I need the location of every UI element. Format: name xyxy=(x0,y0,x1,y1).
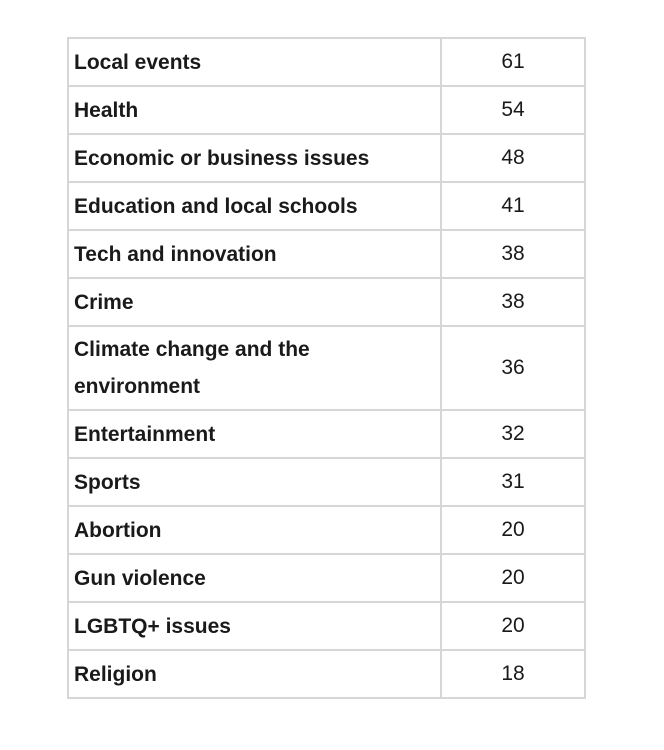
table-row xyxy=(68,38,585,86)
topic-value: 31 xyxy=(441,458,585,506)
topic-value: 20 xyxy=(441,602,585,650)
topic-label: Health xyxy=(68,86,441,134)
table-row xyxy=(68,554,585,602)
table-row xyxy=(68,458,585,506)
topic-value: 20 xyxy=(441,506,585,554)
table-row xyxy=(68,602,585,650)
topic-value: 41 xyxy=(441,182,585,230)
table-row xyxy=(68,650,585,698)
topic-label: Religion xyxy=(68,650,441,698)
topic-value: 36 xyxy=(441,326,585,410)
topic-label: Entertainment xyxy=(68,410,441,458)
topic-label: Crime xyxy=(68,278,441,326)
topic-label: Climate change and the environment xyxy=(68,326,441,410)
topics-table xyxy=(67,37,586,699)
topic-label: Education and local schools xyxy=(68,182,441,230)
topic-label: Gun violence xyxy=(68,554,441,602)
topic-label: Local events xyxy=(68,38,441,86)
table-row xyxy=(68,326,585,410)
topic-value: 38 xyxy=(441,278,585,326)
table-row xyxy=(68,278,585,326)
table-row xyxy=(68,410,585,458)
topic-value: 48 xyxy=(441,134,585,182)
table-row xyxy=(68,182,585,230)
topic-value: 18 xyxy=(441,650,585,698)
topic-label: Sports xyxy=(68,458,441,506)
topic-value: 61 xyxy=(441,38,585,86)
table-row xyxy=(68,134,585,182)
topic-label: Abortion xyxy=(68,506,441,554)
topic-label: LGBTQ+ issues xyxy=(68,602,441,650)
table-row xyxy=(68,86,585,134)
topic-value: 32 xyxy=(441,410,585,458)
table-row xyxy=(68,230,585,278)
topic-value: 54 xyxy=(441,86,585,134)
topic-label: Economic or business issues xyxy=(68,134,441,182)
topic-label: Tech and innovation xyxy=(68,230,441,278)
table-row xyxy=(68,506,585,554)
topic-value: 20 xyxy=(441,554,585,602)
topic-value: 38 xyxy=(441,230,585,278)
